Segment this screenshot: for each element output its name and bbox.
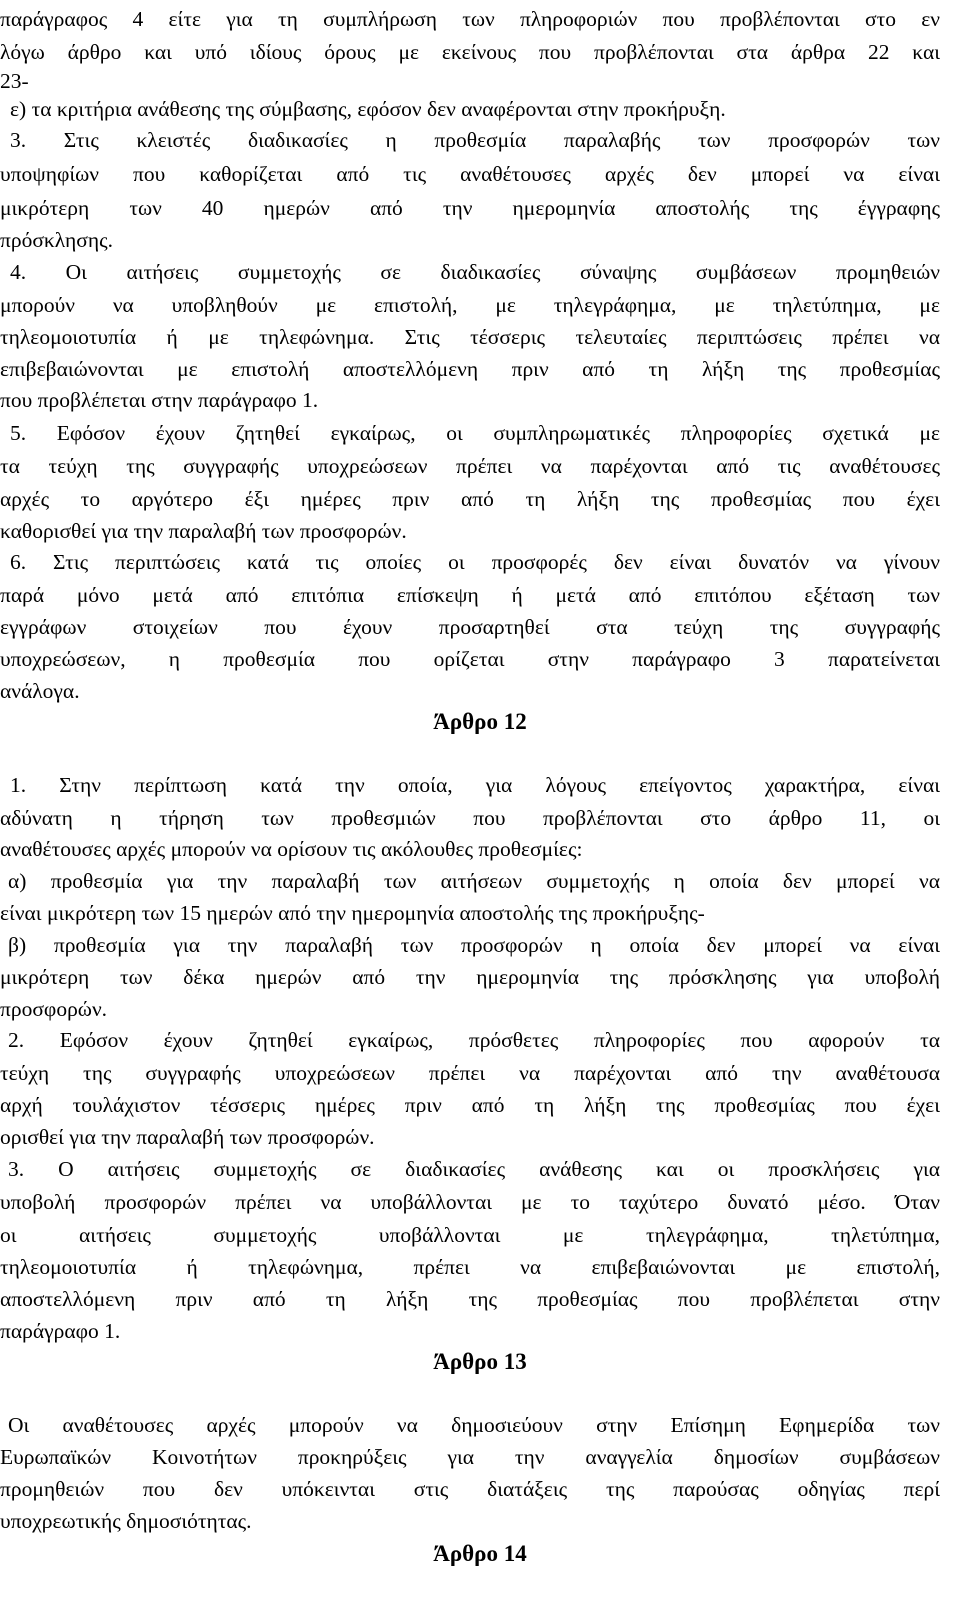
- text-line: ορισθεί για την παραλαβή των προσφορών.: [0, 1125, 375, 1149]
- text-line: β) προθεσμία για την παραλαβή των προσφορών η οποία δεν μπορεί να είναι: [8, 933, 940, 957]
- text-line: οι αιτήσεις συμμετοχής υποβάλλονται με τηλεγράφημα, τηλετύπημα,: [0, 1223, 940, 1247]
- text-line: που προβλέπεται στην παράγραφο 1.: [0, 388, 319, 412]
- text-line: αποστελλόμενη πριν από τη λήξη της προθεσμίας που προβλέπεται στην: [0, 1287, 940, 1311]
- text-line: τεύχη της συγγραφής υποχρεώσεων πρέπει να παρέχονται από την αναθέτουσα: [0, 1061, 940, 1085]
- text-line: υποχρεώσεων, η προθεσμία που ορίζεται στην παράγραφο 3 παρατείνεται: [0, 647, 940, 671]
- text-line: προμηθειών που δεν υπόκεινται στις διατάξεις της παρούσας οδηγίας περί: [0, 1477, 940, 1501]
- text-line: 2. Εφόσον έχουν ζητηθεί εγκαίρως, πρόσθετες πληροφορίες που αφορούν τα: [8, 1028, 940, 1052]
- text-line: παράγραφος 4 είτε για τη συμπλήρωση των πληροφοριών που προβλέπονται στο εν: [0, 7, 940, 31]
- text-line: προσφορών.: [0, 997, 108, 1021]
- text-line: λόγω άρθρο και υπό ιδίους όρους με εκείνους που προβλέπονται στα άρθρα 22 και: [0, 40, 940, 64]
- text-line: ε) τα κριτήρια ανάθεσης της σύμβασης, εφόσον δεν αναφέρονται στην προκήρυξη.: [10, 97, 726, 121]
- text-line: 3. Ο αιτήσεις συμμετοχής σε διαδικασίες ανάθεσης και οι προσκλήσεις για: [8, 1157, 940, 1181]
- text-line: μικρότερη των δέκα ημερών από την ημερομηνία της πρόσκλησης για υποβολή: [0, 965, 940, 989]
- text-line: εγγράφων στοιχείων που έχουν προσαρτηθεί στα τεύχη της συγγραφής: [0, 615, 940, 639]
- text-line: Ευρωπαϊκών Κοινοτήτων προκηρύξεις για την αναγγελία δημοσίων συμβάσεων: [0, 1445, 940, 1469]
- article-heading: Άρθρο 12: [433, 709, 527, 734]
- text-line: καθορισθεί για την παραλαβή των προσφορών.: [0, 519, 407, 543]
- text-line: μπορούν να υποβληθούν με επιστολή, με τηλεγράφημα, με τηλετύπημα, με: [0, 293, 940, 317]
- text-line: 5. Εφόσον έχουν ζητηθεί εγκαίρως, οι συμπληρωματικές πληροφορίες σχετικά με: [10, 421, 940, 445]
- article-heading: Άρθρο 14: [433, 1541, 527, 1566]
- text-line: υποχρεωτικής δημοσιότητας.: [0, 1509, 252, 1533]
- text-line: παρά μόνο μετά από επιτόπια επίσκεψη ή μετά από επιτόπου εξέταση των: [0, 583, 940, 607]
- text-line: αδύνατη η τήρηση των προθεσμιών που προβλέπονται στο άρθρο 11, οι: [0, 806, 940, 830]
- text-line: αναθέτουσες αρχές μπορούν να ορίσουν τις ακόλουθες προθεσμίες:: [0, 837, 583, 861]
- text-line: αρχές το αργότερο έξι ημέρες πριν από τη λήξη της προθεσμίας που έχει: [0, 487, 940, 511]
- text-line: 3. Στις κλειστές διαδικασίες η προθεσμία παραλαβής των προσφορών των: [10, 128, 940, 152]
- text-line: υποβολή προσφορών πρέπει να υποβάλλονται με το ταχύτερο δυνατό μέσο. Όταν: [0, 1190, 940, 1214]
- text-line: τηλεομοιοτυπία ή με τηλεφώνημα. Στις τέσσερις τελευταίες περιπτώσεις πρέπει να: [0, 325, 940, 349]
- text-line: μικρότερη των 40 ημερών από την ημερομηνία αποστολής της έγγραφης: [0, 196, 940, 220]
- text-line: είναι μικρότερη των 15 ημερών από την ημερομηνία αποστολής της προκήρυξης-: [0, 901, 705, 925]
- text-line: Οι αναθέτουσες αρχές μπορούν να δημοσιεύουν στην Επίσημη Εφημερίδα των: [8, 1413, 940, 1437]
- text-line: 1. Στην περίπτωση κατά την οποία, για λόγους επείγοντος χαρακτήρα, είναι: [10, 773, 940, 797]
- text-line: τα τεύχη της συγγραφής υποχρεώσεων πρέπει να παρέχονται από τις αναθέτουσες: [0, 454, 940, 478]
- article-heading: Άρθρο 13: [433, 1349, 527, 1374]
- text-line: τηλεομοιοτυπία ή τηλεφώνημα, πρέπει να επιβεβαιώνονται με επιστολή,: [0, 1255, 940, 1279]
- text-line: υποψηφίων που καθορίζεται από τις αναθέτουσες αρχές δεν μπορεί να είναι: [0, 162, 940, 186]
- text-line: επιβεβαιώνονται με επιστολή αποστελλόμενη πριν από τη λήξη της προθεσμίας: [0, 357, 940, 381]
- text-line: πρόσκλησης.: [0, 228, 113, 252]
- text-line: 23-: [0, 69, 29, 93]
- text-line: παράγραφο 1.: [0, 1319, 121, 1343]
- text-line: α) προθεσμία για την παραλαβή των αιτήσεων συμμετοχής η οποία δεν μπορεί να: [8, 869, 940, 893]
- text-line: αρχή τουλάχιστον τέσσερις ημέρες πριν από τη λήξη της προθεσμίας που έχει: [0, 1093, 940, 1117]
- text-line: 4. Οι αιτήσεις συμμετοχής σε διαδικασίες σύναψης συμβάσεων προμηθειών: [10, 260, 940, 284]
- text-line: 6. Στις περιπτώσεις κατά τις οποίες οι προσφορές δεν είναι δυνατόν να γίνουν: [10, 550, 940, 574]
- text-line: ανάλογα.: [0, 679, 80, 703]
